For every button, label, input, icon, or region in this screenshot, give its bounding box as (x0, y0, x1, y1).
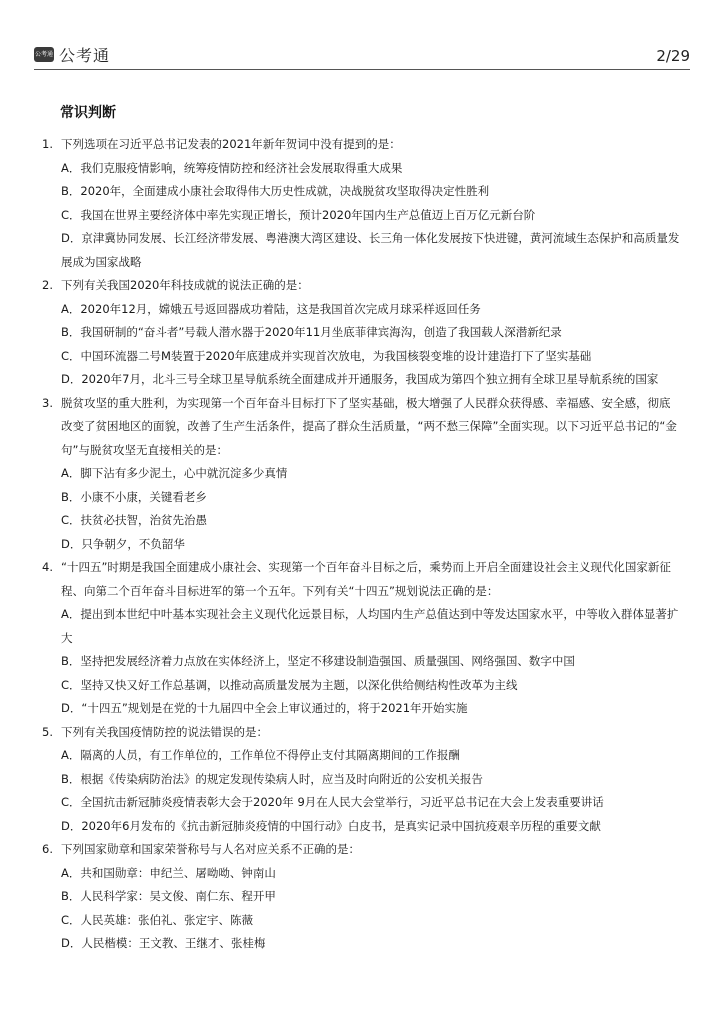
option-a: A．共和国勋章：申纪兰、屠呦呦、钟南山 (61, 865, 276, 880)
option-c: C．人民英雄：张伯礼、张定宇、陈薇 (61, 912, 254, 927)
option-d: D．2020年7月，北斗三号全球卫星导航系统全面建成并开通服务，我国成为第四个独立拥有全球卫星导航系统的国家 (61, 372, 659, 386)
question-number: 3. (42, 395, 53, 410)
option-b: B．坚持把发展经济着力点放在实体经济上，坚定不移建设制造强国、质量强国、网络强国、数字中国 (61, 654, 575, 668)
question-number: 4. (42, 560, 53, 574)
brand-logo (34, 43, 110, 66)
option-d: D．“十四五”规划是在党的十九届四中全会上审议通过的，将于2021年开始实施 (61, 701, 468, 715)
option-a: A．提出到本世纪中叶基本实现社会主义现代化远景目标，人均国内生产总值达到中等发达国家水平，中等收入群体显著扩大 (61, 607, 679, 645)
option-d: D．人民楷模：王文教、王继才、张桂梅 (61, 936, 266, 950)
question-1 (0, 133, 724, 274)
option-d: D．2020年6月发布的《抗击新冠肺炎疫情的中国行动》白皮书，是真实记录中国抗疫艰辛历程的重要文献 (61, 818, 601, 833)
question-stem: 6. 下列国家勋章和国家荣誉称号与人名对应关系不正确的是： (61, 838, 681, 862)
section-title: 常识判断 (60, 105, 116, 121)
question-number: 5. (42, 724, 53, 739)
option-b: B．根据《传染病防治法》的规定发现传染病人时，应当及时向附近的公安机关报告 (61, 771, 483, 786)
question-4 (0, 556, 724, 721)
page-number: 2/29 (656, 47, 690, 65)
option-c: C．扶贫必扶智，治贫先治愚 (61, 513, 208, 527)
question-2 (0, 274, 724, 392)
question-number: 2. (42, 278, 53, 292)
option-c: C．坚持又快又好工作总基调，以推动高质量发展为主题，以深化供给侧结构性改革为主线 (61, 677, 518, 692)
question-stem: 3. 脱贫攻坚的重大胜利，为实现第一个百年奋斗目标打下了坚实基础，极大增强了人民群众获得感、幸福感、安全感，彻底改变了贫困地区的面貌，改善了生产生活条件，提高了群众生活质量，“两不愁三保障”全面实现。以下习近平总书记的“金句”与脱贫攻坚无直接相关的是： (61, 392, 681, 463)
logo-icon: 公考通 (34, 47, 54, 62)
page-header (0, 0, 724, 70)
question-3 (0, 392, 724, 557)
option-b: B．我国研制的“奋斗者”号载人潜水器于2020年11月坐底菲律宾海沟，创造了我国载人深潜新纪录 (61, 325, 562, 339)
option-d: D．只争朝夕，不负韶华 (61, 536, 185, 551)
option-b: B．2020年，全面建成小康社会取得伟大历史性成就，决战脱贫攻坚取得决定性胜利 (61, 184, 490, 198)
question-stem: 2. 下列有关我国2020年科技成就的说法正确的是： (61, 274, 681, 298)
question-number: 1. (42, 137, 53, 151)
option-b: B．人民科学家：吴文俊、南仁东、程开甲 (61, 889, 276, 903)
question-list (0, 133, 724, 956)
option-c: C．我国在世界主要经济体中率先实现正增长，预计2020年国内生产总值迈上百万亿元新台阶 (61, 207, 536, 222)
option-c: C．中国环流器二号M装置于2020年底建成并实现首次放电，为我国核裂变堆的设计建造打下了坚实基础 (61, 348, 592, 363)
option-c: C．全国抗击新冠肺炎疫情表彰大会于2020年 9月在人民大会堂举行，习近平总书记在大会上发表重要讲话 (61, 795, 604, 809)
option-a: A．2020年12月，嫦娥五号返回器成功着陆，这是我国首次完成月球采样返回任务 (61, 301, 481, 316)
option-b: B．小康不小康，关键看老乡 (61, 489, 207, 504)
option-a: A．隔离的人员，有工作单位的，工作单位不得停止支付其隔离期间的工作报酬 (61, 748, 460, 762)
question-number: 6. (42, 842, 53, 856)
question-stem: 1. 下列选项在习近平总书记发表的2021年新年贺词中没有提到的是： (61, 133, 681, 157)
logo-text: 公考通 (59, 46, 111, 65)
header-divider (34, 69, 690, 70)
question-6 (0, 838, 724, 956)
question-5 (0, 721, 724, 839)
question-stem: 5. 下列有关我国疫情防控的说法错误的是： (61, 721, 681, 745)
option-a: A．脚下沾有多少泥土，心中就沉淀多少真情 (61, 466, 288, 480)
question-stem: 4. “十四五”时期是我国全面建成小康社会、实现第一个百年奋斗目标之后，乘势而上开启全面建设社会主义现代化国家新征程、向第二个百年奋斗目标进军的第一个五年。下列有关“十四五”规划说法正确的是： (61, 556, 681, 603)
option-a: A．我们克服疫情影响，统筹疫情防控和经济社会发展取得重大成果 (61, 160, 403, 175)
option-d: D．京津冀协同发展、长江经济带发展、粤港澳大湾区建设、长三角一体化发展按下快进键，黄河流域生态保护和高质量发展成为国家战略 (61, 231, 680, 269)
